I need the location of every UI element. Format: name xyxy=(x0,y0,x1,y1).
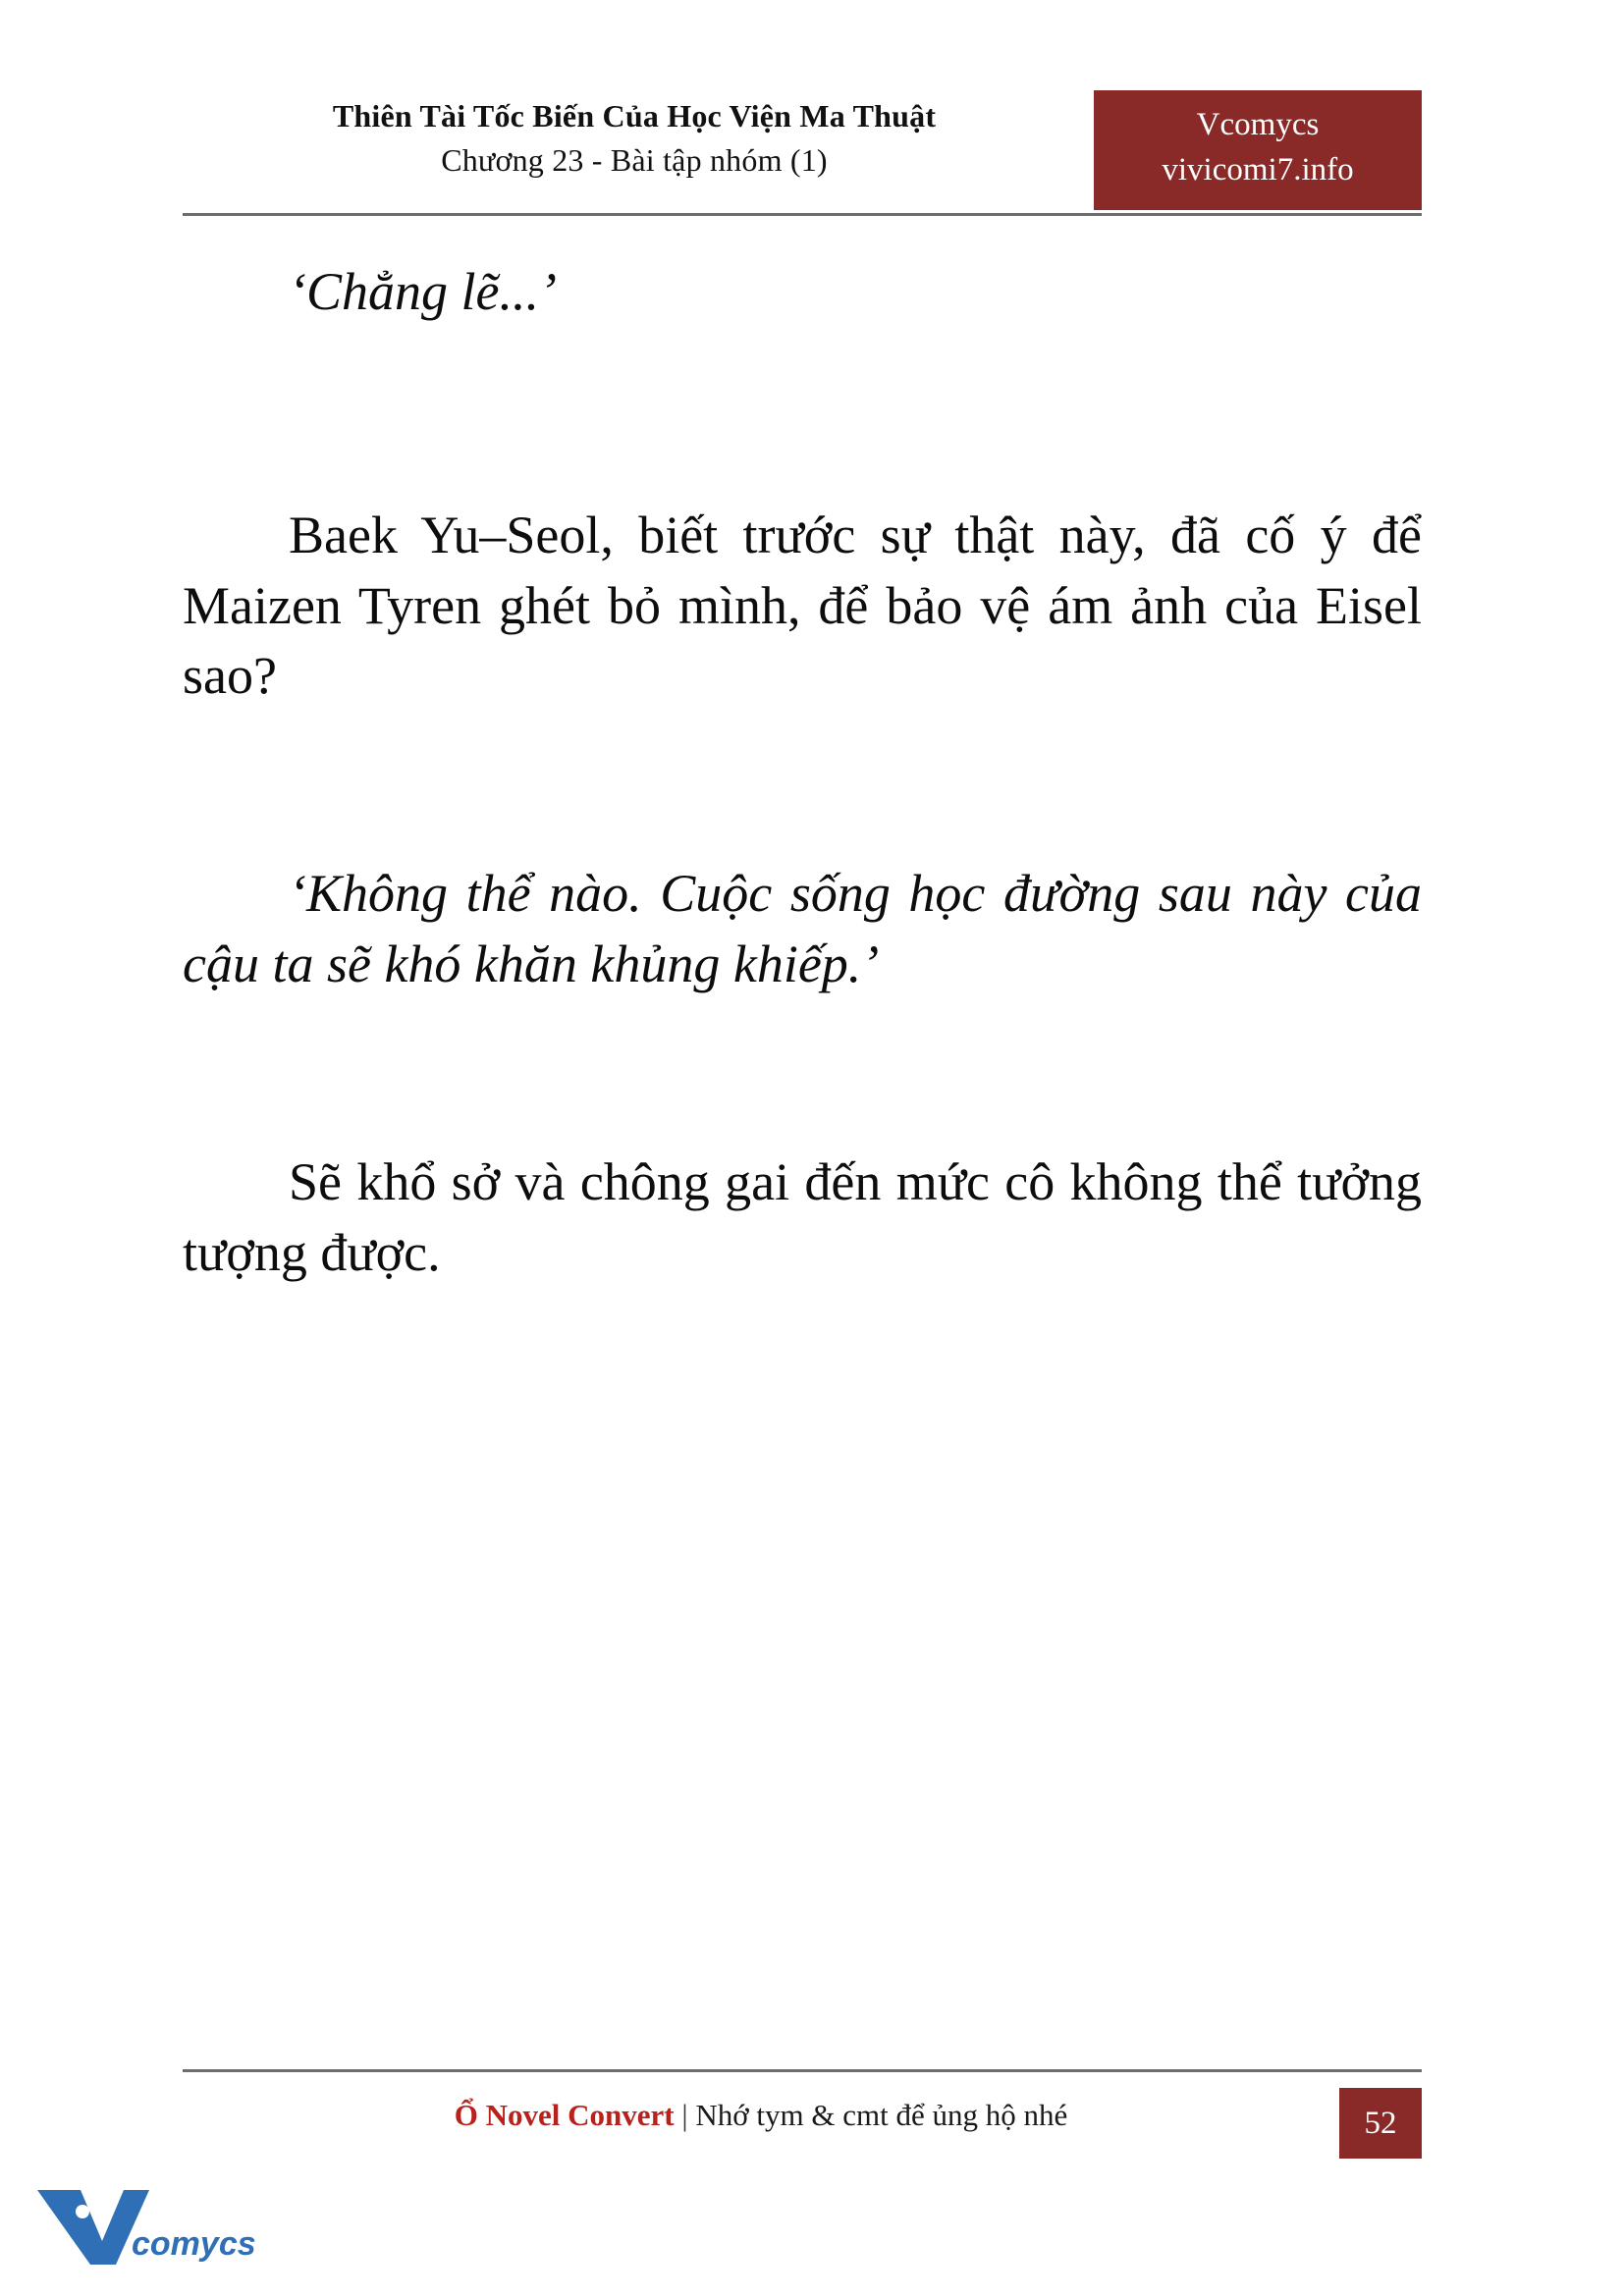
page-number: 52 xyxy=(1339,2088,1422,2159)
chapter-title: Chương 23 - Bài tập nhóm (1) xyxy=(441,142,828,179)
vcomycs-watermark-logo xyxy=(33,2182,259,2272)
site-badge-name: Vcomycs xyxy=(1196,107,1320,142)
header-title-block xyxy=(183,94,1086,184)
page-footer xyxy=(183,2069,1422,2163)
site-badge-url: vivicomi7.info xyxy=(1162,151,1354,187)
paragraph-1: ‘Chẳng lẽ...’ xyxy=(289,262,557,321)
footer-note: Nhớ tym & cmt để ủng hộ nhé xyxy=(695,2098,1068,2132)
footer-separator: | xyxy=(681,2098,688,2132)
paragraph-4: Sẽ khổ sở và chông gai đến mức cô không thể tưởng tượng được. xyxy=(183,1151,1422,1282)
paragraph-spacer xyxy=(183,712,1422,859)
site-badge xyxy=(1094,90,1422,210)
paragraph-spacer xyxy=(183,328,1422,501)
svg-text:comycs: comycs xyxy=(132,2225,256,2263)
paragraph-3: ‘Không thể nào. Cuộc sống học đường sau này của cậu ta sẽ khó khăn khủng khiếp.’ xyxy=(183,864,1422,994)
paragraph-spacer xyxy=(183,1000,1422,1148)
footer-credit xyxy=(183,2098,1339,2133)
book-title: Thiên Tài Tốc Biến Của Học Viện Ma Thuật xyxy=(332,98,937,133)
page-content xyxy=(183,257,1422,1289)
page-header xyxy=(183,90,1422,216)
paragraph-2: Baek Yu–Seol, biết trước sự thật này, đã cố ý để Maizen Tyren ghét bỏ mình, để bảo vệ ám ảnh của Eisel sao? xyxy=(183,505,1422,706)
footer-brand: Ổ Novel Convert xyxy=(454,2098,675,2132)
